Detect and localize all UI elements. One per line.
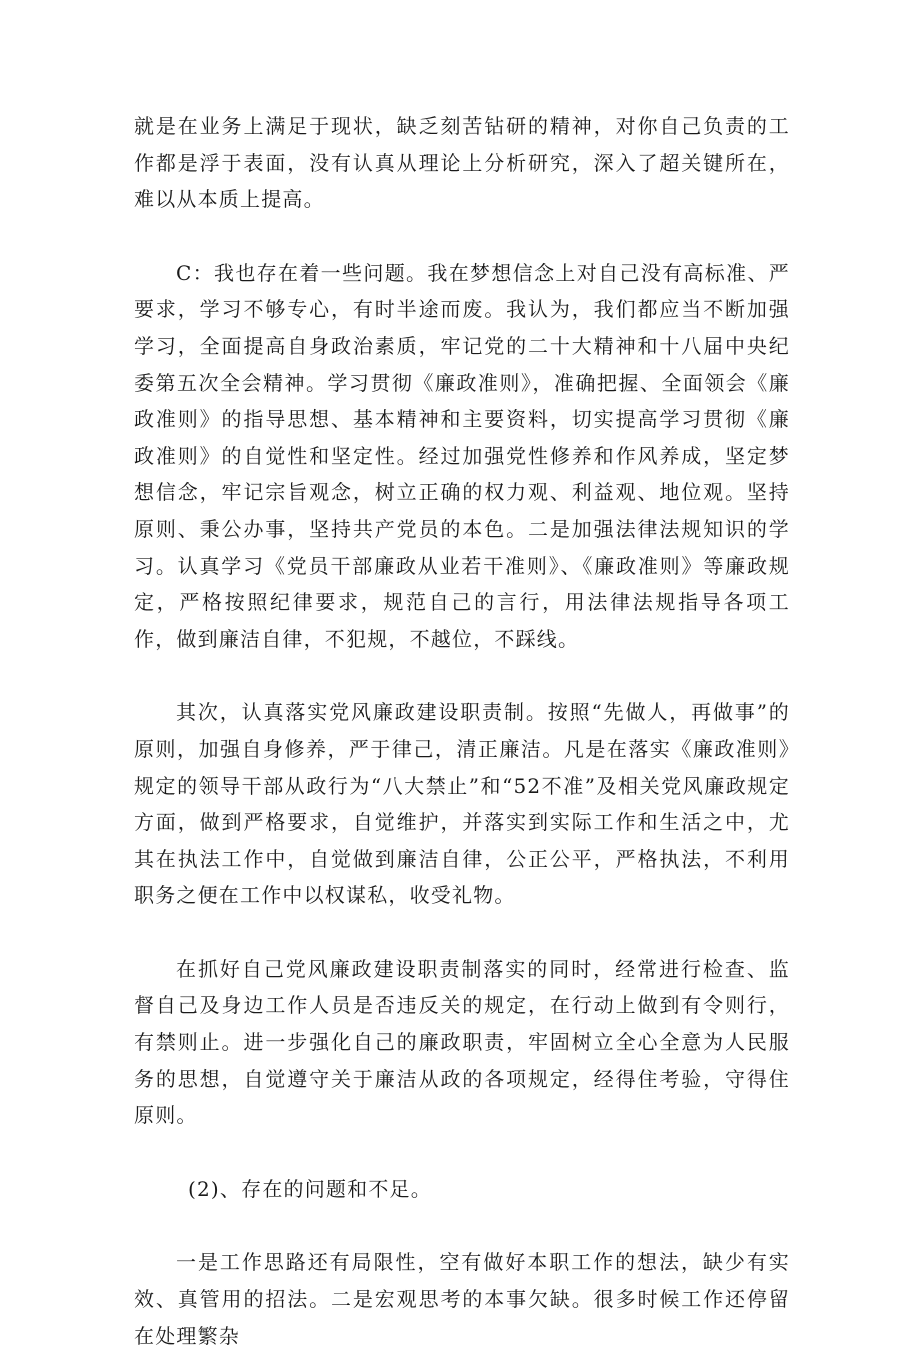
section-heading-problems: (2)、存在的问题和不足。 <box>188 1176 432 1201</box>
paragraph-continuation: 就是在业务上满足于现状，缺乏刻苦钻研的精神，对你自己负责的工作都是浮于表面，没有认真从理论上分析研究，深入了超关键所在，难以从本质上提高。 <box>134 114 790 212</box>
paragraph-responsibility: 其次，认真落实党风廉政建设职责制。按照“先做人，再做事”的原则，加强自身修养，严于律己，清正廉洁。凡是在落实《廉政准则》规定的领导干部从政行为“八大禁止”和“52不准”及相关党风廉政规定方面，做到严格要求，自觉维护，并落实到实际工作和生活之中，尤其在执法工作中，自觉做到廉洁自律，公正公平，严格执法，不利用职务之便在工作中以权谋私，收受礼物。 <box>134 700 790 908</box>
document-body <box>134 108 790 1354</box>
paragraph-gap <box>134 1134 790 1171</box>
paragraph-c-statement: C：我也存在着一些问题。我在梦想信念上对自己没有高标准、严要求，学习不够专心，有时半途而废。我认为，我们都应当不断加强学习，全面提高自身政治素质，牢记党的二十大精神和十八届中央纪委第五次全会精神。学习贯彻《廉政准则》，准确把握、全面领会《廉政准则》的指导思想、基本精神和主要资料，切实提高学习贯彻《廉政准则》的自觉性和坚定性。经过加强党性修养和作风养成，坚定梦想信念，牢记宗旨观念，树立正确的权力观、利益观、地位观。坚持原则、秉公办事，坚持共产党员的本色。二是加强法律法规知识的学习。认真学习《党员干部廉政从业若干准则》、《廉政准则》等廉政规定，严格按照纪律要求，规范自己的言行，用法律法规指导各项工作，做到廉洁自律，不犯规，不越位，不踩线。 <box>134 260 790 651</box>
paragraph-gap <box>134 218 790 255</box>
paragraph-problems: 一是工作思路还有局限性，空有做好本职工作的想法，缺少有实效、真管用的招法。二是宏观思考的本事欠缺。很多时候工作还停留在处理繁杂 <box>134 1250 790 1348</box>
paragraph-gap <box>134 1207 790 1244</box>
paragraph-supervision: 在抓好自己党风廉政建设职责制落实的同时，经常进行检查、监督自己及身边工作人员是否违反关的规定，在行动上做到有令则行，有禁则止。进一步强化自己的廉政职责，牢固树立全心全意为人民服务的思想，自觉遵守关于廉洁从政的各项规定，经得住考验，守得住原则。 <box>134 956 790 1128</box>
paragraph-gap <box>134 657 790 694</box>
paragraph-gap <box>134 914 790 951</box>
